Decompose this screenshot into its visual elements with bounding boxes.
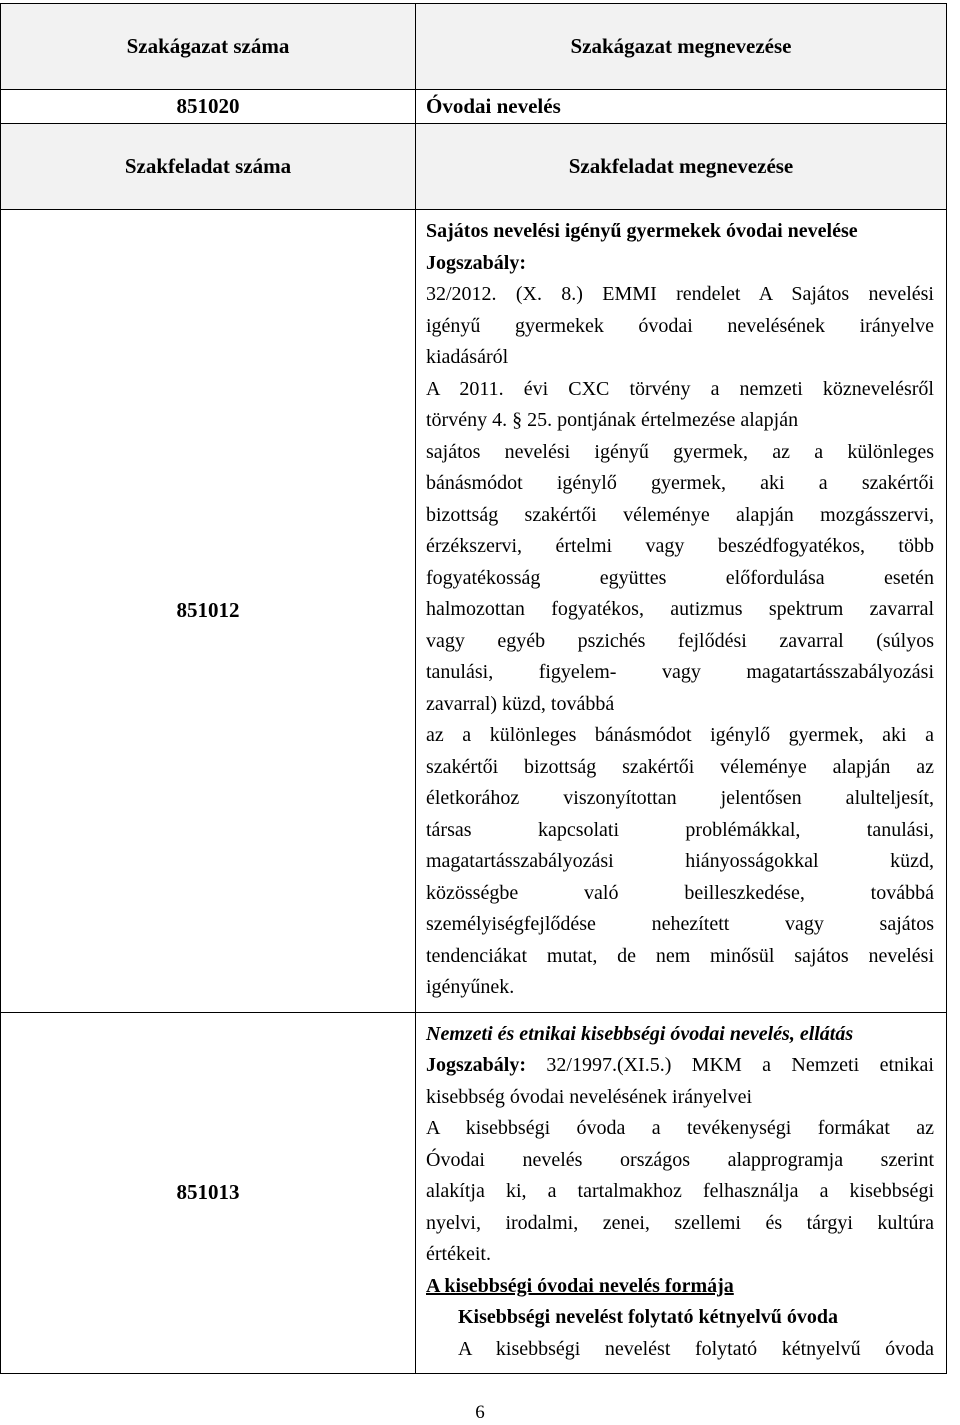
law-851013-line-1 [426, 1050, 934, 1082]
p1-line: halmozottan fogyatékos, autizmus spektrum zavarral [426, 598, 934, 620]
p1-line: vagy egyéb pszichés fejlődési zavarral (súlyos [426, 629, 934, 652]
p1-line: Óvodai nevelés országos alapprogramja szerint [426, 1148, 934, 1171]
paragraph-1-851013 [426, 1113, 934, 1271]
p2-line: tendenciákat mutat, de nem minősül sajátos nevelési [426, 944, 934, 967]
sector-code: 851020 [1, 90, 416, 124]
bilingual-heading: Kisebbségi nevelést folytató kétnyelvű óvoda [458, 1306, 838, 1328]
content-851012 [416, 210, 947, 1013]
col1-header: Szakágazat száma [1, 4, 416, 90]
p1-line: bánásmódot igénylő gyermek, aki a szakértői [426, 472, 934, 494]
p2-line: életkorához viszonyítottan jelentősen alulteljesít, [426, 787, 934, 809]
p2-line: az a különleges bánásmódot igénylő gyermek, aki a [426, 724, 934, 746]
subtask-col2-header: Szakfeladat megnevezése [416, 124, 947, 210]
bilingual-text: A kisebbségi nevelést folytató kétnyelvű óvoda [458, 1337, 934, 1360]
p2-line: közösségbe való beilleszkedése, továbbá [426, 881, 934, 904]
law-label-851013: Jogszabály: [426, 1054, 526, 1076]
header-row [1, 4, 947, 90]
szakfeladat-table [0, 3, 947, 1374]
p1-line: A kisebbségi óvoda a tevékenységi formákat az [426, 1117, 934, 1139]
p1-line: fogyatékosság együttes előfordulása esetén [426, 566, 934, 589]
form-heading: A kisebbségi óvodai nevelés formája [426, 1274, 734, 1297]
p1-line: érzékszervi, értelmi vagy beszédfogyatékos, több [426, 535, 934, 557]
p1-line: sajátos nevelési igényű gyermek, az a különleges [426, 440, 934, 463]
p1-line: tanulási, figyelem- vagy magatartásszabályozási [426, 661, 934, 683]
p2-line: személyiségfejlődése nehezített vagy sajátos [426, 913, 934, 935]
p2-line: társas kapcsolati problémákkal, tanulási, [426, 818, 934, 841]
p1-line: zavarral) küzd, továbbá [426, 692, 615, 715]
p1-line: bizottság szakértői véleménye alapján mozgásszervi, [426, 503, 934, 526]
p2-line: magatartásszabályozási hiányosságokkal küzd, [426, 850, 934, 872]
act-line-2: törvény 4. § 25. pontjának értelmezése alapján [426, 409, 799, 431]
law-line-1: 32/2012. (X. 8.) EMMI rendelet A Sajátos nevelési [426, 283, 934, 305]
sector-row [1, 90, 947, 124]
title-851012: Sajátos nevelési igényű gyermekek óvodai nevelése [426, 220, 858, 242]
law-label-851012: Jogszabály: [426, 251, 526, 274]
page-number: 6 [475, 1402, 485, 1423]
law-text-851013: 32/1997.(XI.5.) MKM a Nemzeti etnikai [526, 1054, 934, 1076]
col2-header: Szakágazat megnevezése [416, 4, 947, 90]
row-851013 [1, 1012, 947, 1374]
code-851012: 851012 [1, 210, 416, 1013]
title-851013: Nemzeti és etnikai kisebbségi óvodai nevelés, ellátás [426, 1022, 854, 1045]
row-851012 [1, 210, 947, 1013]
subtask-col1-header: Szakfeladat száma [1, 124, 416, 210]
paragraph-1-851012 [426, 437, 934, 721]
law-line-2: igényű gyermekek óvodai nevelésének irányelve [426, 314, 934, 337]
p1-line: nyelvi, irodalmi, zenei, szellemi és tárgyi kultúra [426, 1211, 934, 1234]
sector-name: Óvodai nevelés [416, 90, 947, 124]
act-line-1: A 2011. évi CXC törvény a nemzeti köznevelésről [426, 377, 934, 400]
content-851013 [416, 1012, 947, 1374]
paragraph-2-851012 [426, 720, 934, 1004]
law-851013-line-2: kisebbség óvodai nevelésének irányelvei [426, 1085, 752, 1108]
subtask-header-row [1, 124, 947, 210]
p1-line: alakítja ki, a tartalmakhoz felhasználja a kisebbségi [426, 1180, 934, 1202]
p1-line: értékeit. [426, 1243, 491, 1265]
p2-line: igényűnek. [426, 976, 515, 998]
code-851013: 851013 [1, 1012, 416, 1374]
p2-line: szakértői bizottság szakértői véleménye alapján az [426, 755, 934, 778]
law-line-3: kiadásáról [426, 346, 509, 368]
